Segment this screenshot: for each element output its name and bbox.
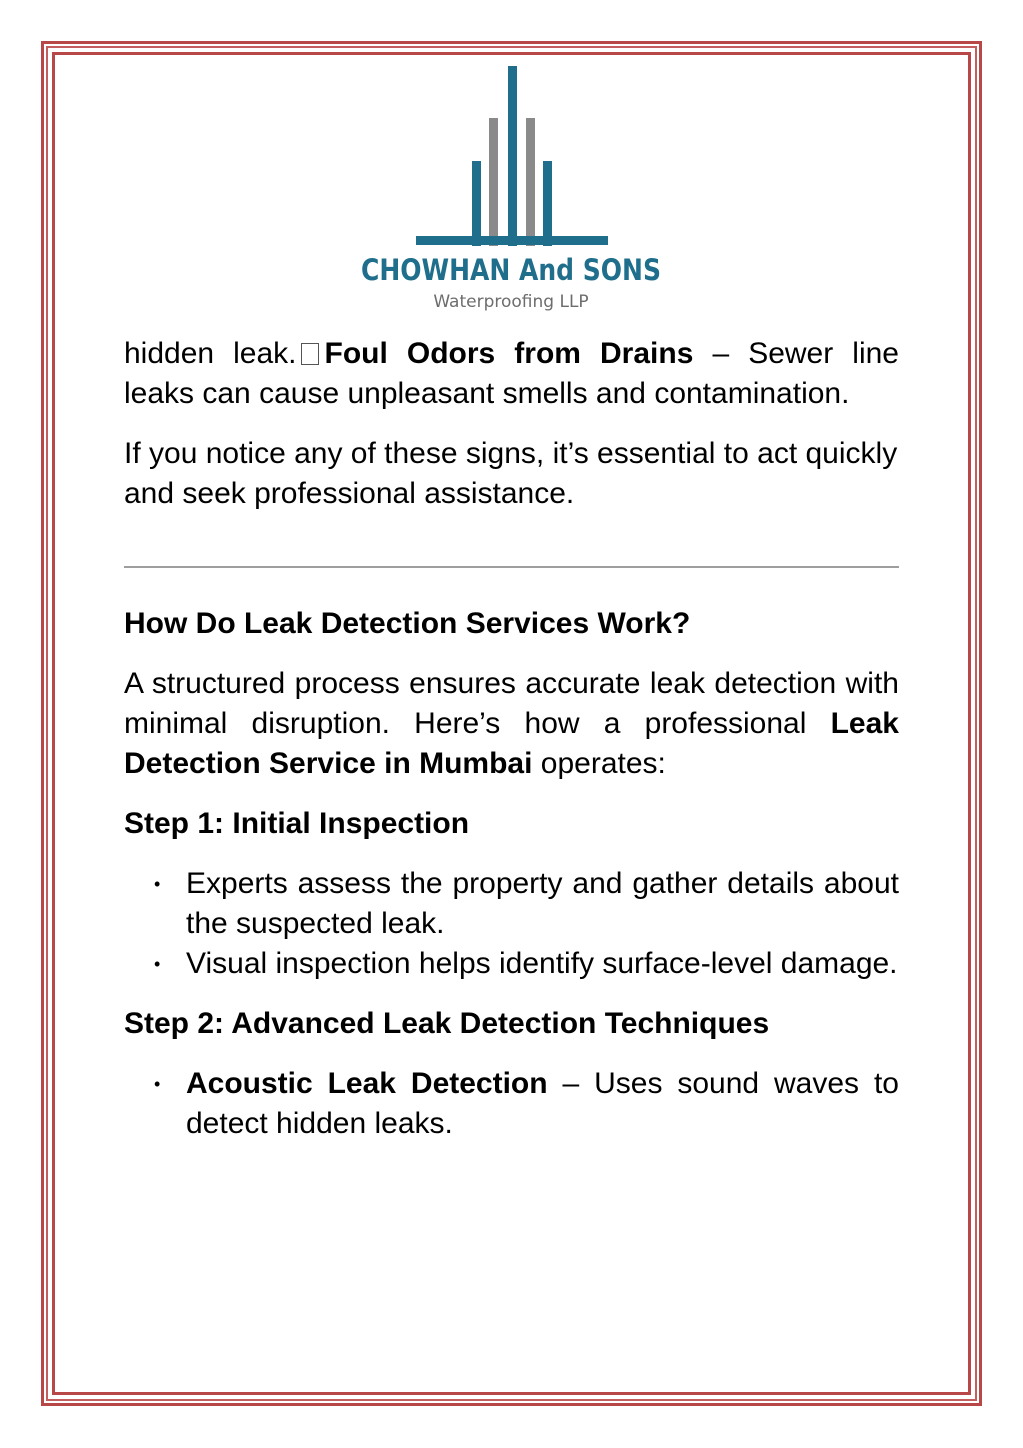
bullet-icon: • — [154, 1074, 161, 1094]
bullet-icon: • — [154, 874, 161, 894]
logo-bar-gray-left — [489, 118, 498, 246]
section-heading: How Do Leak Detection Services Work? — [124, 607, 691, 640]
list-item — [124, 944, 899, 984]
list-item — [124, 864, 899, 944]
document-body — [124, 334, 899, 1164]
step2-list — [124, 1064, 899, 1144]
list-item — [124, 1064, 899, 1144]
logo-tagline: Waterproofing LLP — [433, 292, 589, 312]
missing-glyph-icon — [301, 343, 319, 365]
logo-bar-teal-left — [472, 161, 481, 246]
intro-paragraph — [124, 334, 899, 414]
logo-bar-center — [508, 66, 517, 246]
company-logo — [340, 62, 680, 312]
logo-bar-teal-right — [543, 161, 552, 246]
step2-heading: Step 2: Advanced Leak Detection Techniques — [124, 1007, 770, 1040]
list-item-bold: Acoustic Leak Detection — [186, 1067, 548, 1100]
intro-leading-text: hidden leak. — [124, 337, 297, 370]
list-item-text: Visual inspection helps identify surface-level damage. — [186, 947, 898, 980]
section-para-bold: Leak Detection Service in Mumbai — [124, 707, 899, 780]
section-para-after: operates: — [532, 747, 666, 780]
section-paragraph — [124, 664, 899, 784]
intro-bold-term: Foul Odors from Drains — [324, 337, 694, 370]
logo-company-name: CHOWHAN And SONS — [361, 253, 661, 287]
logo-base-line — [416, 236, 608, 245]
notice-paragraph: If you notice any of these signs, it’s essential to act quickly and seek professional assistance. — [124, 437, 898, 510]
step1-list — [124, 864, 899, 984]
intro-rest: – Sewer line leaks can cause unpleasant smells and contamination. — [124, 337, 899, 410]
list-item-text: – Uses sound waves to detect hidden leaks. — [186, 1067, 899, 1140]
section-divider — [124, 566, 899, 568]
bullet-icon: • — [154, 954, 161, 974]
list-item-text: Experts assess the property and gather details about the suspected leak. — [186, 867, 899, 940]
logo-bar-gray-right — [526, 118, 535, 246]
section-para-before: A structured process ensures accurate leak detection with minimal disruption. Here’s how a professional — [124, 667, 899, 740]
step1-heading: Step 1: Initial Inspection — [124, 807, 470, 840]
